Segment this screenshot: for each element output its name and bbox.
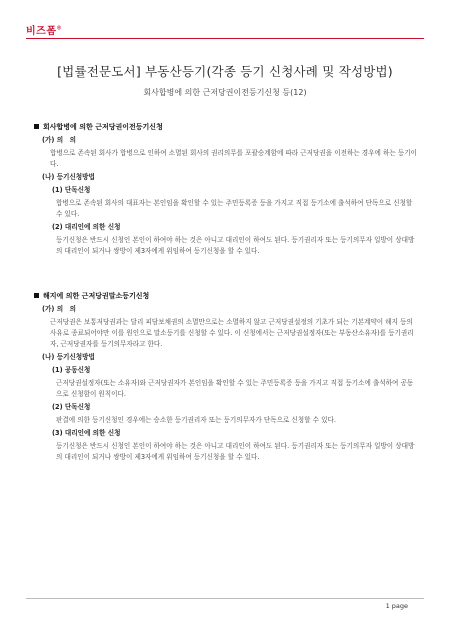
item-heading: (1) 공동신청: [52, 366, 91, 374]
paragraph: 합병으로 존속된 회사가 합병으로 인하여 소멸된 회사의 권리의무를 포괄승계함에 따라 근저당권을 이전하는 경우에 하는 등기이다.: [50, 149, 417, 168]
subsection-heading: (나) 등기신청방법: [42, 353, 95, 361]
paragraph: 근저당권설정자(또는 소유자)와 근저당권자가 본인임을 확인할 수 있는 주민등록증 등을 가지고 직접 등기소에 출석하여 공동으로 신청함이 원칙이다.: [56, 379, 414, 398]
item-heading: (2) 단독신청: [52, 403, 91, 411]
bizforms-logo: 비즈폼®: [26, 25, 62, 37]
header-divider: [26, 38, 424, 39]
item-heading: (3) 대리인에 의한 신청: [52, 429, 121, 437]
section-heading: 해지에 의한 근저당권말소등기신청: [34, 291, 418, 302]
paragraph: 판결에 의한 등기신청인 경우에는 승소한 등기권리자 또는 등기의무자가 단독으로 신청할 수 있다.: [56, 416, 336, 424]
section-heading: 회사합병에 의한 근저당권이전등기신청: [34, 122, 418, 133]
subsection-heading: (가) 의 의: [42, 136, 77, 144]
document-body: [34, 122, 418, 463]
item-heading: (2) 대리인에 의한 신청: [52, 223, 121, 231]
item-heading: (1) 단독신청: [52, 186, 91, 194]
page-number: 1 page: [385, 602, 408, 610]
paragraph: 등기신청은 반드시 신청인 본인이 하여야 하는 것은 아니고 대리인이 하여도 된다. 등기권리자 또는 등기의무자 일방이 상대방의 대리인이 되거나 쌍방이 제3자에게 위임하여 등기신청을 할 수 있다.: [56, 236, 415, 255]
document-title: [법률전문도서] 부동산등기(각종 등기 신청사례 및 작성방법): [57, 64, 393, 79]
paragraph: 근저당권은 보통저당권과는 달리 피담보채권의 소멸만으로는 소멸하지 않고 근저당권설정의 기초가 되는 기본계약이 해지 등의 사유로 종료되어야만 이를 원인으로 말소등기를 신청할 수 있다. 이 신청에서는 근저당권설정자(또는 부동산소유자)를 등기권리자, 근저당권자를 등기의무자라고 한다.: [50, 318, 414, 348]
subsection-heading: (가) 의 의: [42, 305, 77, 313]
paragraph: 등기신청은 반드시 신청인 본인이 하여야 하는 것은 아니고 대리인이 하여도 된다. 등기권리자 또는 등기의무자 일방이 상대방의 대리인이 되거나 쌍방이 제3자에게 위임하여 등기신청을 할 수 있다.: [56, 442, 415, 461]
paragraph: 합병으로 존속된 회사의 대표자는 본인임을 확인할 수 있는 주민등록증 등을 가지고 직접 등기소에 출석하여 단독으로 신청할 수 있다.: [56, 199, 413, 218]
subsection-heading: (나) 등기신청방법: [42, 173, 95, 181]
footer-divider: [26, 598, 424, 599]
square-bullet-icon: [34, 293, 39, 298]
document-subtitle: 회사합병에 의한 근저당권이전등기신청 등(12): [143, 88, 307, 97]
square-bullet-icon: [34, 124, 39, 129]
